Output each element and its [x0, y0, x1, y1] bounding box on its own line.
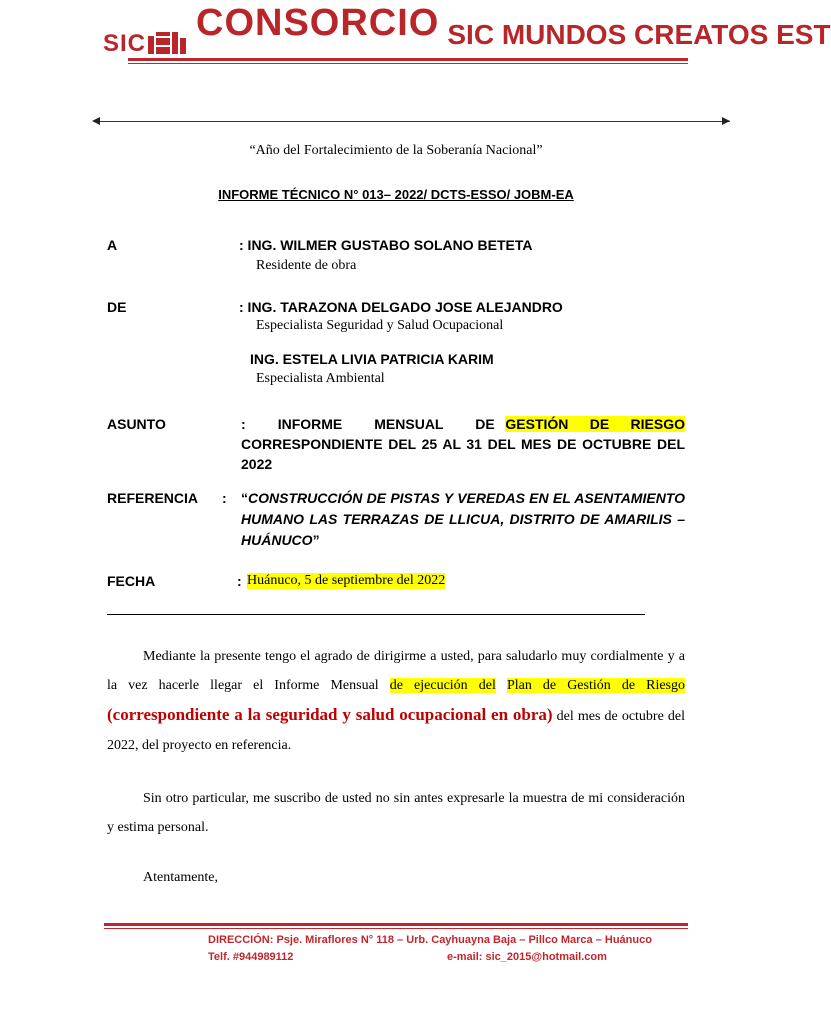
subject-label: ASUNTO: [107, 416, 166, 432]
subject-suffix: CORRESPONDIENTE DEL 25 AL 31 DEL MES DE OCTUBRE DEL 2022: [241, 436, 685, 472]
date-label: FECHA: [107, 573, 156, 589]
reference-colon: :: [222, 490, 227, 506]
footer-rule-thin: [104, 928, 688, 929]
footer-rule: [104, 923, 688, 926]
p1-emphasis: (correspondiente a la seguridad y salud ocupacional en obra): [107, 705, 553, 724]
sender-role-2: Especialista Ambiental: [256, 371, 385, 386]
date-colon: :: [237, 573, 242, 589]
reference-text: [241, 488, 685, 551]
subject-prefix: : INFORME MENSUAL DE: [241, 416, 506, 432]
p1-text-b: [496, 678, 507, 693]
body-paragraph-1: [107, 642, 685, 760]
footer-email: e-mail: sic_2015@hotmail.com: [447, 951, 607, 963]
p1-highlight-2: Plan de Gestión de Riesgo: [506, 678, 685, 693]
body-paragraph-2: Sin otro particular, me suscribo de usted no sin antes expresarle la muestra de mi consideración y estima personal.: [107, 791, 685, 835]
company-name: [196, 2, 831, 56]
arrow-left-icon: [92, 117, 100, 125]
report-title: INFORME TÉCNICO N° 013– 2022/ DCTS-ESSO/ JOBM-EA: [218, 187, 574, 202]
subject-text: [241, 414, 685, 474]
reference-label: REFERENCIA: [107, 490, 199, 506]
recipient-role: Residente de obra: [256, 258, 357, 273]
footer-address: DIRECCIÓN: Psje. Miraflores N° 118 – Urb. Cayhuayna Baja – Pillco Marca – Huánuco: [208, 934, 652, 946]
header-separator: [107, 614, 645, 615]
logo-mark-icon: [148, 32, 188, 54]
header-rule: [128, 58, 688, 61]
company-name-rest: SIC MUNDOS CREATOS EST: [447, 19, 831, 50]
company-name-first: CONSORCIO: [196, 2, 440, 44]
year-motto: “Año del Fortalecimiento de la Soberanía Nacional”: [249, 143, 543, 158]
arrow-right-icon: [722, 117, 730, 125]
reference-close-quote: ”: [312, 532, 320, 548]
p1-highlight-1: de ejecución del: [389, 678, 496, 693]
logo-sic-text: SIC: [103, 30, 147, 57]
sender-label: DE: [107, 299, 127, 315]
subject-highlight: GESTIÓN DE RIESGO: [505, 416, 686, 432]
p1-text-a: Mediante la presente tengo el agrado de dirigirme a usted, para saludarlo muy cordialmente y a la vez hacerle llegar el Informe Mensual: [107, 649, 685, 693]
reference-open-quote: “: [241, 490, 248, 506]
date-value: Huánuco, 5 de septiembre del 2022: [247, 573, 446, 588]
p1-text-d: del mes de octubre del 2022, del proyecto en referencia.: [107, 709, 686, 753]
reference-body: CONSTRUCCIÓN DE PISTAS Y VEREDAS EN EL ASENTAMIENTO HUMANO LAS TERRAZAS DE LLICUA, DISTRITO DE AMARILIS – HUÁNUCO: [241, 490, 685, 548]
sender-role: Especialista Seguridad y Salud Ocupacional: [256, 318, 504, 333]
double-arrow-divider: [96, 121, 730, 122]
recipient-name: : ING. WILMER GUSTABO SOLANO BETETA: [239, 237, 533, 253]
recipient-label: A: [107, 237, 118, 253]
footer-phone: Telf. #944989112: [208, 951, 294, 963]
sender-name-2: ING. ESTELA LIVIA PATRICIA KARIM: [250, 351, 494, 367]
header-rule-thin: [128, 63, 688, 64]
closing-salutation: Atentamente,: [143, 870, 219, 885]
sender-name: : ING. TARAZONA DELGADO JOSE ALEJANDRO: [239, 299, 563, 315]
